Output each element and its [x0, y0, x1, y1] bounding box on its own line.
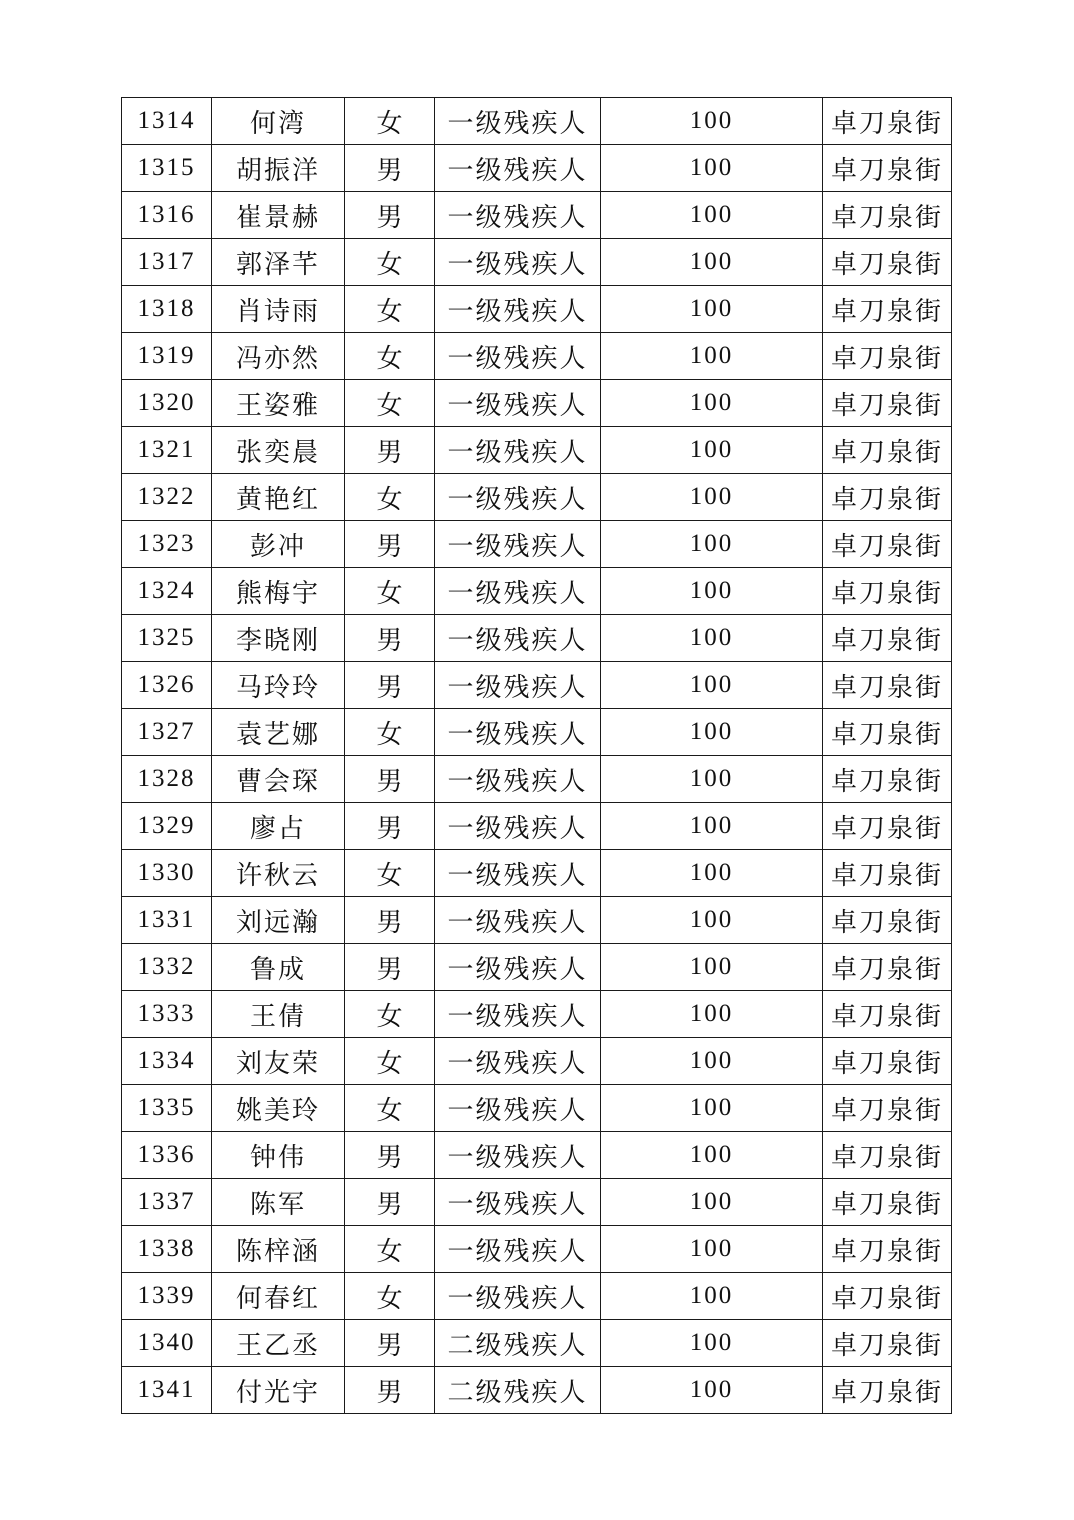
table-row	[122, 944, 952, 991]
table-row	[122, 1132, 952, 1179]
name-cell: 许秋云	[212, 850, 345, 897]
table-row	[122, 521, 952, 568]
name-cell: 胡振洋	[212, 145, 345, 192]
amount-cell: 100	[601, 192, 823, 239]
street-cell: 卓刀泉街	[823, 98, 952, 145]
disability-category-cell: 一级残疾人	[435, 1226, 601, 1273]
row-number-cell: 1328	[122, 756, 212, 803]
amount-cell: 100	[601, 615, 823, 662]
disability-category-cell: 一级残疾人	[435, 1273, 601, 1320]
amount-cell: 100	[601, 944, 823, 991]
row-number-cell: 1314	[122, 98, 212, 145]
name-cell: 袁艺娜	[212, 709, 345, 756]
gender-cell: 女	[345, 1226, 435, 1273]
table-row	[122, 615, 952, 662]
amount-cell: 100	[601, 1038, 823, 1085]
row-number-cell: 1330	[122, 850, 212, 897]
row-number-cell: 1323	[122, 521, 212, 568]
disability-category-cell: 一级残疾人	[435, 615, 601, 662]
amount-cell: 100	[601, 239, 823, 286]
disability-category-cell: 二级残疾人	[435, 1367, 601, 1414]
disability-category-cell: 一级残疾人	[435, 98, 601, 145]
table-row	[122, 1273, 952, 1320]
row-number-cell: 1337	[122, 1179, 212, 1226]
street-cell: 卓刀泉街	[823, 1038, 952, 1085]
row-number-cell: 1338	[122, 1226, 212, 1273]
street-cell: 卓刀泉街	[823, 1273, 952, 1320]
disability-category-cell: 一级残疾人	[435, 1179, 601, 1226]
name-cell: 陈梓涵	[212, 1226, 345, 1273]
row-number-cell: 1325	[122, 615, 212, 662]
name-cell: 黄艳红	[212, 474, 345, 521]
name-cell: 肖诗雨	[212, 286, 345, 333]
amount-cell: 100	[601, 427, 823, 474]
gender-cell: 男	[345, 897, 435, 944]
disability-category-cell: 一级残疾人	[435, 756, 601, 803]
street-cell: 卓刀泉街	[823, 474, 952, 521]
name-cell: 何湾	[212, 98, 345, 145]
street-cell: 卓刀泉街	[823, 850, 952, 897]
table-row	[122, 709, 952, 756]
name-cell: 王乙丞	[212, 1320, 345, 1367]
name-cell: 曹会琛	[212, 756, 345, 803]
name-cell: 王姿雅	[212, 380, 345, 427]
gender-cell: 女	[345, 380, 435, 427]
row-number-cell: 1331	[122, 897, 212, 944]
table-row	[122, 333, 952, 380]
name-cell: 郭泽芊	[212, 239, 345, 286]
row-number-cell: 1324	[122, 568, 212, 615]
row-number-cell: 1334	[122, 1038, 212, 1085]
disability-category-cell: 一级残疾人	[435, 897, 601, 944]
amount-cell: 100	[601, 474, 823, 521]
row-number-cell: 1327	[122, 709, 212, 756]
gender-cell: 男	[345, 1320, 435, 1367]
gender-cell: 男	[345, 521, 435, 568]
table-row	[122, 568, 952, 615]
gender-cell: 女	[345, 991, 435, 1038]
street-cell: 卓刀泉街	[823, 662, 952, 709]
name-cell: 彭冲	[212, 521, 345, 568]
gender-cell: 男	[345, 803, 435, 850]
disability-category-cell: 二级残疾人	[435, 1320, 601, 1367]
amount-cell: 100	[601, 1226, 823, 1273]
gender-cell: 男	[345, 192, 435, 239]
amount-cell: 100	[601, 1132, 823, 1179]
roster-table-body	[122, 98, 952, 1414]
row-number-cell: 1339	[122, 1273, 212, 1320]
gender-cell: 男	[345, 145, 435, 192]
street-cell: 卓刀泉街	[823, 521, 952, 568]
name-cell: 马玲玲	[212, 662, 345, 709]
amount-cell: 100	[601, 850, 823, 897]
gender-cell: 女	[345, 568, 435, 615]
table-row	[122, 98, 952, 145]
amount-cell: 100	[601, 145, 823, 192]
row-number-cell: 1321	[122, 427, 212, 474]
amount-cell: 100	[601, 333, 823, 380]
street-cell: 卓刀泉街	[823, 897, 952, 944]
amount-cell: 100	[601, 568, 823, 615]
disability-category-cell: 一级残疾人	[435, 850, 601, 897]
name-cell: 冯亦然	[212, 333, 345, 380]
gender-cell: 男	[345, 1367, 435, 1414]
row-number-cell: 1317	[122, 239, 212, 286]
amount-cell: 100	[601, 756, 823, 803]
table-row	[122, 1226, 952, 1273]
disability-category-cell: 一级残疾人	[435, 380, 601, 427]
amount-cell: 100	[601, 521, 823, 568]
street-cell: 卓刀泉街	[823, 803, 952, 850]
street-cell: 卓刀泉街	[823, 286, 952, 333]
gender-cell: 男	[345, 1179, 435, 1226]
row-number-cell: 1315	[122, 145, 212, 192]
disability-category-cell: 一级残疾人	[435, 521, 601, 568]
row-number-cell: 1319	[122, 333, 212, 380]
gender-cell: 女	[345, 286, 435, 333]
row-number-cell: 1329	[122, 803, 212, 850]
name-cell: 付光宇	[212, 1367, 345, 1414]
gender-cell: 男	[345, 427, 435, 474]
name-cell: 刘友荣	[212, 1038, 345, 1085]
disability-category-cell: 一级残疾人	[435, 1132, 601, 1179]
row-number-cell: 1332	[122, 944, 212, 991]
street-cell: 卓刀泉街	[823, 756, 952, 803]
name-cell: 刘远瀚	[212, 897, 345, 944]
table-row	[122, 380, 952, 427]
disability-category-cell: 一级残疾人	[435, 286, 601, 333]
disability-category-cell: 一级残疾人	[435, 1038, 601, 1085]
street-cell: 卓刀泉街	[823, 380, 952, 427]
disability-category-cell: 一级残疾人	[435, 333, 601, 380]
street-cell: 卓刀泉街	[823, 1179, 952, 1226]
name-cell: 崔景赫	[212, 192, 345, 239]
gender-cell: 女	[345, 1038, 435, 1085]
row-number-cell: 1341	[122, 1367, 212, 1414]
name-cell: 李晓刚	[212, 615, 345, 662]
disability-category-cell: 一级残疾人	[435, 192, 601, 239]
street-cell: 卓刀泉街	[823, 1085, 952, 1132]
street-cell: 卓刀泉街	[823, 1132, 952, 1179]
disability-category-cell: 一级残疾人	[435, 662, 601, 709]
disability-category-cell: 一级残疾人	[435, 474, 601, 521]
disability-category-cell: 一级残疾人	[435, 944, 601, 991]
amount-cell: 100	[601, 1179, 823, 1226]
amount-cell: 100	[601, 286, 823, 333]
gender-cell: 男	[345, 944, 435, 991]
table-row	[122, 1085, 952, 1132]
gender-cell: 女	[345, 239, 435, 286]
row-number-cell: 1336	[122, 1132, 212, 1179]
amount-cell: 100	[601, 803, 823, 850]
gender-cell: 男	[345, 1132, 435, 1179]
table-row	[122, 803, 952, 850]
disability-category-cell: 一级残疾人	[435, 145, 601, 192]
table-row	[122, 1179, 952, 1226]
amount-cell: 100	[601, 98, 823, 145]
table-row	[122, 192, 952, 239]
table-row	[122, 850, 952, 897]
disability-category-cell: 一级残疾人	[435, 709, 601, 756]
name-cell: 姚美玲	[212, 1085, 345, 1132]
name-cell: 陈军	[212, 1179, 345, 1226]
amount-cell: 100	[601, 897, 823, 944]
street-cell: 卓刀泉街	[823, 615, 952, 662]
name-cell: 廖占	[212, 803, 345, 850]
table-row	[122, 1038, 952, 1085]
table-row	[122, 427, 952, 474]
street-cell: 卓刀泉街	[823, 239, 952, 286]
row-number-cell: 1318	[122, 286, 212, 333]
table-row	[122, 286, 952, 333]
street-cell: 卓刀泉街	[823, 991, 952, 1038]
gender-cell: 女	[345, 850, 435, 897]
disability-category-cell: 一级残疾人	[435, 1085, 601, 1132]
table-row	[122, 474, 952, 521]
gender-cell: 女	[345, 474, 435, 521]
row-number-cell: 1340	[122, 1320, 212, 1367]
name-cell: 何春红	[212, 1273, 345, 1320]
street-cell: 卓刀泉街	[823, 427, 952, 474]
street-cell: 卓刀泉街	[823, 145, 952, 192]
amount-cell: 100	[601, 380, 823, 427]
table-row	[122, 991, 952, 1038]
gender-cell: 女	[345, 1273, 435, 1320]
street-cell: 卓刀泉街	[823, 1226, 952, 1273]
street-cell: 卓刀泉街	[823, 568, 952, 615]
gender-cell: 女	[345, 98, 435, 145]
amount-cell: 100	[601, 1085, 823, 1132]
street-cell: 卓刀泉街	[823, 1320, 952, 1367]
amount-cell: 100	[601, 1320, 823, 1367]
gender-cell: 男	[345, 615, 435, 662]
row-number-cell: 1322	[122, 474, 212, 521]
street-cell: 卓刀泉街	[823, 944, 952, 991]
table-row	[122, 1320, 952, 1367]
disability-category-cell: 一级残疾人	[435, 427, 601, 474]
gender-cell: 女	[345, 333, 435, 380]
street-cell: 卓刀泉街	[823, 192, 952, 239]
street-cell: 卓刀泉街	[823, 709, 952, 756]
row-number-cell: 1333	[122, 991, 212, 1038]
gender-cell: 女	[345, 1085, 435, 1132]
disability-category-cell: 一级残疾人	[435, 991, 601, 1038]
table-row	[122, 145, 952, 192]
gender-cell: 女	[345, 709, 435, 756]
row-number-cell: 1320	[122, 380, 212, 427]
name-cell: 王倩	[212, 991, 345, 1038]
amount-cell: 100	[601, 1367, 823, 1414]
roster-table	[121, 97, 952, 1414]
amount-cell: 100	[601, 1273, 823, 1320]
disability-category-cell: 一级残疾人	[435, 239, 601, 286]
street-cell: 卓刀泉街	[823, 1367, 952, 1414]
name-cell: 鲁成	[212, 944, 345, 991]
row-number-cell: 1326	[122, 662, 212, 709]
street-cell: 卓刀泉街	[823, 333, 952, 380]
table-row	[122, 239, 952, 286]
gender-cell: 男	[345, 662, 435, 709]
table-row	[122, 1367, 952, 1414]
row-number-cell: 1316	[122, 192, 212, 239]
disability-category-cell: 一级残疾人	[435, 568, 601, 615]
table-row	[122, 897, 952, 944]
gender-cell: 男	[345, 756, 435, 803]
disability-category-cell: 一级残疾人	[435, 803, 601, 850]
table-row	[122, 662, 952, 709]
amount-cell: 100	[601, 662, 823, 709]
name-cell: 钟伟	[212, 1132, 345, 1179]
name-cell: 张奕晨	[212, 427, 345, 474]
name-cell: 熊梅宇	[212, 568, 345, 615]
table-row	[122, 756, 952, 803]
amount-cell: 100	[601, 709, 823, 756]
row-number-cell: 1335	[122, 1085, 212, 1132]
amount-cell: 100	[601, 991, 823, 1038]
